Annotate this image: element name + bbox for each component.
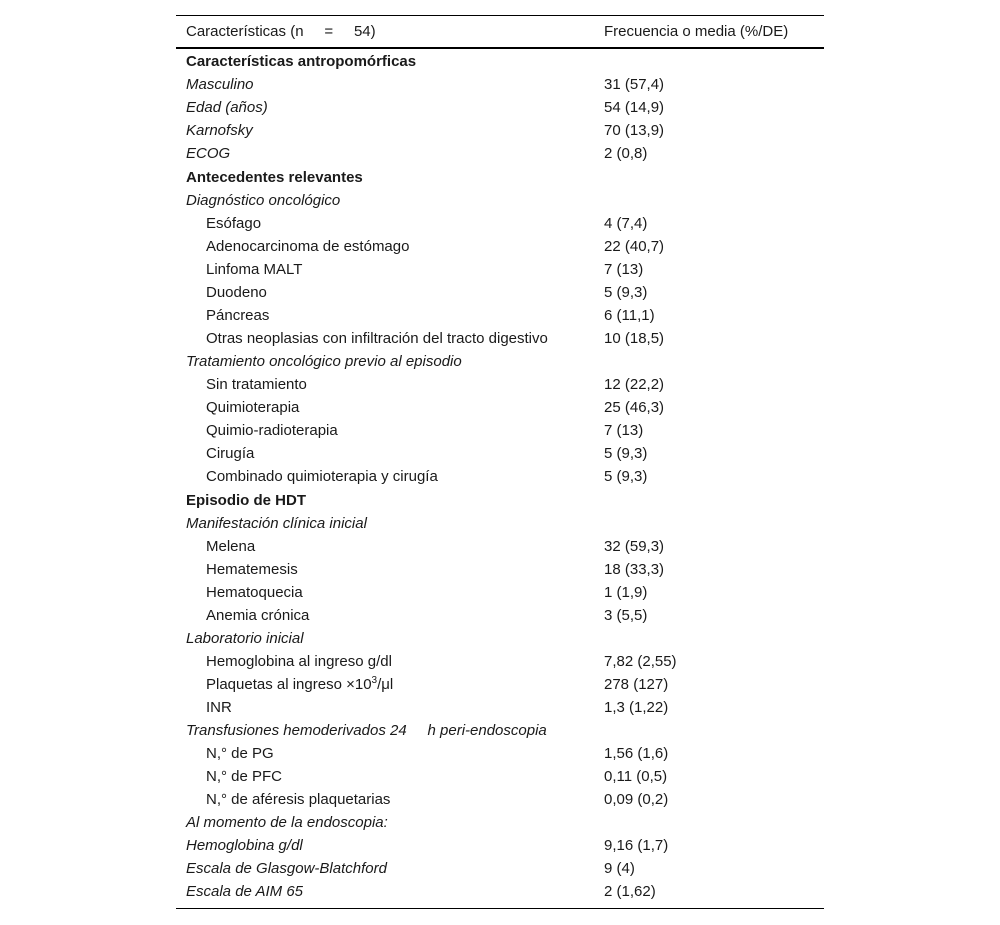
table-row: [176, 419, 824, 442]
table-row: [176, 442, 824, 465]
row-value: 9 (4): [604, 860, 635, 877]
table-row: [176, 350, 824, 373]
section-heading-row: [176, 165, 824, 189]
row-label: Edad (años): [186, 99, 268, 116]
row-value: 70 (13,9): [604, 122, 665, 139]
table-row: [176, 834, 824, 857]
row-value: 2 (1,62): [604, 883, 656, 900]
row-value: 7 (13): [604, 422, 644, 439]
table-row: [176, 650, 824, 673]
row-label: Hematemesis: [206, 561, 298, 578]
row-value: 1,56 (1,6): [604, 745, 669, 762]
row-label: Escala de Glasgow-Blatchford: [186, 860, 387, 877]
row-value: 0,09 (0,2): [604, 791, 669, 808]
table-bottom-rule: [176, 908, 824, 909]
row-label: Hematoquecia: [206, 584, 303, 601]
table-row: [176, 742, 824, 765]
table-row: [176, 235, 824, 258]
row-label: INR: [206, 699, 232, 716]
table-row: [176, 880, 824, 903]
row-label: Manifestación clínica inicial: [186, 515, 367, 532]
table-row: [176, 258, 824, 281]
row-value: 18 (33,3): [604, 561, 665, 578]
row-value: 25 (46,3): [604, 399, 665, 416]
row-value: 278 (127): [604, 676, 669, 693]
row-value: 1 (1,9): [604, 584, 648, 601]
row-label: Melena: [206, 538, 256, 555]
row-label: Páncreas: [206, 307, 270, 324]
table-row: [176, 142, 824, 165]
row-value: 54 (14,9): [604, 99, 665, 116]
table-row: [176, 811, 824, 834]
section-heading-row: [176, 49, 824, 73]
row-label: Hemoglobina g/dl: [186, 837, 303, 854]
table-row: [176, 535, 824, 558]
row-label: Masculino: [186, 76, 254, 93]
row-value: 10 (18,5): [604, 330, 665, 347]
row-label: ECOG: [186, 145, 231, 162]
row-label: N,° de aféresis plaquetarias: [206, 791, 391, 808]
row-value: 31 (57,4): [604, 76, 665, 93]
row-label: Adenocarcinoma de estómago: [206, 238, 410, 255]
table-row: [176, 119, 824, 142]
row-value: 5 (9,3): [604, 445, 648, 462]
row-label: Combinado quimioterapia y cirugía: [206, 468, 438, 485]
row-value: 2 (0,8): [604, 145, 648, 162]
table-row: [176, 304, 824, 327]
row-label: Duodeno: [206, 284, 267, 301]
table-row: [176, 396, 824, 419]
row-label: Al momento de la endoscopia:: [186, 814, 388, 831]
row-label: Quimio-radioterapia: [206, 422, 338, 439]
row-label: Linfoma MALT: [206, 261, 303, 278]
table-row: [176, 719, 824, 742]
table-row: [176, 696, 824, 719]
row-label: Karnofsky: [186, 122, 253, 139]
row-value: 1,3 (1,22): [604, 699, 669, 716]
row-label: Esófago: [206, 215, 262, 232]
row-value: 3 (5,5): [604, 607, 648, 624]
table-row: [176, 581, 824, 604]
header-frequency: Frecuencia o media (%/DE): [604, 23, 789, 40]
table-body: [176, 49, 824, 903]
section-heading-row: [176, 488, 824, 512]
table-row: [176, 558, 824, 581]
characteristics-table: [176, 15, 824, 909]
row-value: 22 (40,7): [604, 238, 665, 255]
row-label: Escala de AIM 65: [186, 883, 304, 900]
row-label: Anemia crónica: [206, 607, 310, 624]
row-label: Características antropomórficas: [186, 52, 417, 70]
row-value: 5 (9,3): [604, 468, 648, 485]
row-value: 5 (9,3): [604, 284, 648, 301]
row-label: Otras neoplasias con infiltración del tracto digestivo: [206, 330, 548, 347]
row-value: 7,82 (2,55): [604, 653, 677, 670]
header-characteristics: Características (n = 54): [186, 23, 376, 40]
table-row: [176, 96, 824, 119]
row-value: 7 (13): [604, 261, 644, 278]
table-row: [176, 373, 824, 396]
row-label: Antecedentes relevantes: [186, 168, 363, 186]
row-value: 32 (59,3): [604, 538, 665, 555]
row-label: Episodio de HDT: [186, 491, 306, 509]
row-label: Laboratorio inicial: [186, 630, 304, 647]
table-row: [176, 673, 824, 696]
row-value: 12 (22,2): [604, 376, 665, 393]
row-label: Diagnóstico oncológico: [186, 192, 341, 209]
table-row: [176, 73, 824, 96]
table-row: [176, 604, 824, 627]
table-row: [176, 627, 824, 650]
row-value: 9,16 (1,7): [604, 837, 669, 854]
row-label: N,° de PG: [206, 745, 274, 762]
row-label: [176, 676, 604, 693]
table-row: [176, 465, 824, 488]
superscript: 3: [371, 675, 378, 686]
table-row: [176, 857, 824, 880]
row-label: Quimioterapia: [206, 399, 300, 416]
table-row: [176, 512, 824, 535]
table-row: [176, 212, 824, 235]
table-row: [176, 189, 824, 212]
table-row: [176, 788, 824, 811]
table-row: [176, 765, 824, 788]
row-label-text: Plaquetas al ingreso ×10: [206, 676, 372, 693]
row-label: Tratamiento oncológico previo al episodio: [186, 353, 462, 370]
row-value: 0,11 (0,5): [604, 768, 668, 785]
table-row: [176, 327, 824, 350]
row-label: Cirugía: [206, 445, 255, 462]
table-row: [176, 281, 824, 304]
table-header-row: [176, 16, 824, 49]
row-value: 4 (7,4): [604, 215, 648, 232]
row-label: N,° de PFC: [206, 768, 283, 785]
row-value: 6 (11,1): [604, 307, 655, 324]
unit-suffix: /μl: [377, 676, 394, 693]
row-label: Sin tratamiento: [206, 376, 307, 393]
row-label: Transfusiones hemoderivados 24 h peri-endoscopia: [186, 722, 547, 739]
row-label: Hemoglobina al ingreso g/dl: [206, 653, 392, 670]
